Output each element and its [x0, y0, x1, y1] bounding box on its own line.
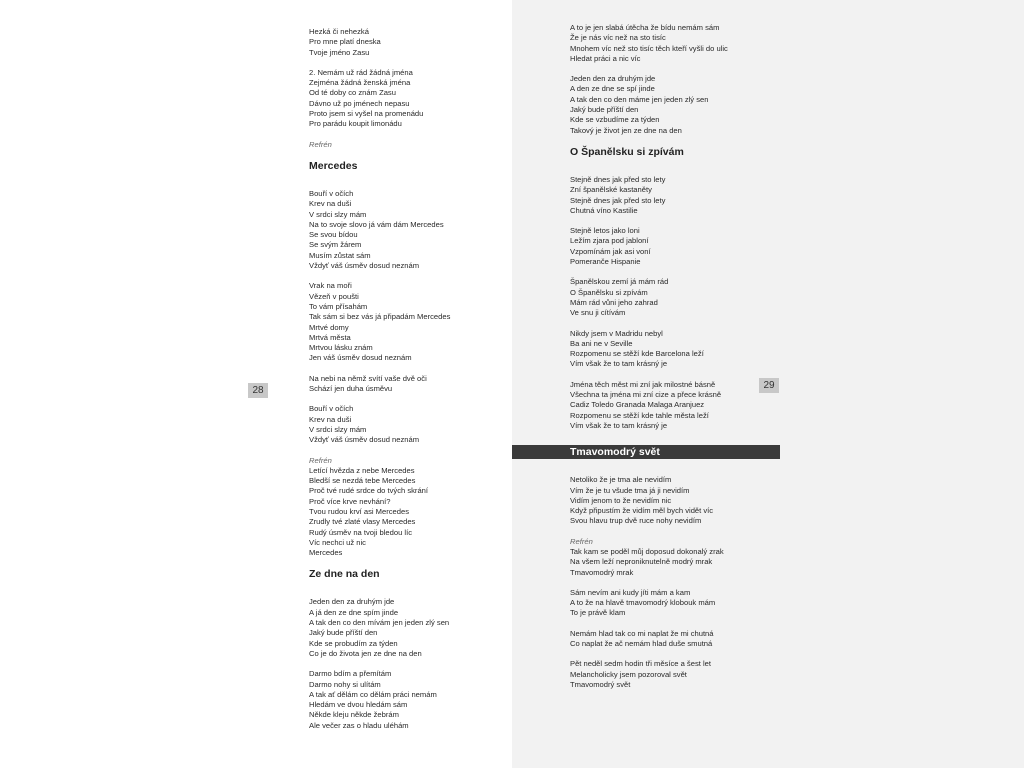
lyric-line: Vidím jenom to že nevidím nic — [570, 495, 672, 505]
lyric-line: Vzpomínám jak asi voní — [570, 246, 651, 256]
lyric-line: A já den ze dne spím jinde — [309, 607, 399, 617]
stanza — [570, 329, 770, 370]
lyric-line: Tvou rudou krví asi Mercedes — [309, 506, 410, 516]
song-title: Tmavomodrý svět — [512, 445, 780, 459]
lyric-line: To vám přísahám — [309, 301, 368, 311]
song-title: O Španělsku si zpívám — [570, 145, 684, 158]
lyric-line: Proč více krve nevhání? — [309, 496, 391, 506]
lyric-line: Schází jen duha úsměvu — [309, 384, 393, 394]
lyric-line: Rozpomenu se stěží kde Barcelona leží — [570, 349, 704, 359]
lyric-line: Mrtvá města — [309, 332, 351, 342]
lyric-line: Vím však že to tam krásný je — [570, 420, 668, 430]
refrain-label: Refrén — [309, 455, 332, 465]
lyric-line: Netoliko že je tma ale nevidím — [570, 475, 672, 485]
lyric-line: Jen váš úsměv dosud neznám — [309, 353, 412, 363]
lyric-line: Pět neděl sedm hodin tři měsíce a šest let — [570, 659, 711, 669]
lyric-line: Tak sám si bez vás já připadám Mercedes — [309, 312, 451, 322]
lyric-line: Bouří v očích — [309, 188, 354, 198]
lyric-line: Se svou bídou — [309, 230, 358, 240]
lyric-line: Proto jsem si vyšel na promenádu — [309, 109, 424, 119]
stanza — [570, 226, 770, 267]
lyric-line: Dávno už po jménech nepasu — [309, 98, 410, 108]
refrain-label: Refrén — [309, 139, 332, 149]
lyric-line: Mám rád vůni jeho zahrad — [570, 297, 658, 307]
stanza — [570, 629, 770, 650]
lyric-line: Proč tvé rudé srdce do tvých skrání — [309, 486, 429, 496]
lyric-line: Takový je život jen ze dne na den — [570, 125, 682, 135]
lyric-line: Krev na duši — [309, 199, 352, 209]
lyric-line: Darmo bdím a přemítám — [309, 669, 392, 679]
stanza — [570, 175, 770, 216]
lyric-line: A tak ať dělám co dělám práci nemám — [309, 689, 437, 699]
lyric-line: Nikdy jsem v Madridu nebyl — [570, 328, 663, 338]
lyric-line: A to je jen slabá útěcha že bídu nemám sám — [570, 23, 720, 32]
stanza — [570, 74, 770, 136]
lyric-line: Vím že je tu všude tma já ji nevidím — [570, 485, 690, 495]
lyric-line: Pro mne platí dneska — [309, 37, 381, 47]
lyric-line: Mrtvou lásku znám — [309, 343, 373, 353]
lyric-line: Rudý úsměv na tvoji bledou líc — [309, 527, 412, 537]
lyric-line: Jaký bude příští den — [309, 628, 378, 638]
lyric-line: Tmavomodrý mrak — [570, 567, 634, 577]
lyric-line: Chutná víno Kastilie — [570, 205, 638, 215]
lyric-line: Tak kam se poděl můj doposud dokonalý zrak — [570, 546, 724, 556]
lyric-line: Pro parádu koupit limonádu — [309, 119, 402, 129]
lyric-line: Stejně letos jako loni — [570, 226, 640, 236]
lyric-line: Bledší se nezdá tebe Mercedes — [309, 476, 416, 486]
song-title: Mercedes — [309, 159, 358, 172]
lyric-line: Na všem leží neproniknutelně modrý mrak — [570, 557, 713, 567]
lyric-line: V srdci slzy mám — [309, 209, 367, 219]
lyric-line: Vím však že to tam krásný je — [570, 359, 668, 369]
lyric-line: O Španělsku si zpívám — [570, 287, 648, 297]
stanza — [309, 27, 489, 58]
lyric-line: A tak den co den máme jen jeden zlý sen — [570, 94, 709, 104]
lyric-line: Kde se probudím za týden — [309, 638, 398, 648]
lyric-line: Musím zůstat sám — [309, 250, 371, 260]
lyric-line: Vždyť váš úsměv dosud neznám — [309, 435, 420, 445]
lyric-line: A tak den co den mívám jen jeden zlý sen — [309, 618, 450, 628]
refrain-label: Refrén — [570, 536, 593, 546]
lyric-line: Sám nevím ani kudy jíti mám a kam — [570, 587, 691, 597]
lyric-line: Melancholicky jsem pozoroval svět — [570, 669, 687, 679]
lyric-line: Svou hlavu trup dvě ruce nohy nevidím — [570, 516, 702, 526]
lyric-line: Nemám hlad tak co mi naplat že mi chutná — [570, 628, 714, 638]
lyric-line: Ale večer zas o hladu uléhám — [309, 720, 409, 730]
lyric-line: Mrtvé domy — [309, 322, 349, 332]
lyric-line: Hledat práci a nic víc — [570, 53, 641, 63]
stanza — [570, 23, 770, 64]
lyric-line: Vězeň v poušti — [309, 291, 359, 301]
lyric-line: Na nebi na němž svítí vaše dvě oči — [309, 373, 427, 383]
stanza — [309, 374, 489, 395]
lyric-line: Pomeranče Hispanie — [570, 257, 641, 267]
lyric-line: Zrudly tvé zlaté vlasy Mercedes — [309, 517, 416, 527]
lyric-line: Cadiz Toledo Granada Malaga Aranjuez — [570, 400, 705, 410]
lyric-line: Se svým žárem — [309, 240, 362, 250]
lyric-line: Stejně dnes jak před sto lety — [570, 174, 666, 184]
stanza — [570, 659, 770, 690]
lyric-line: Ba ani ne v Seville — [570, 338, 633, 348]
lyric-line: 2. Nemám už rád žádná jména — [309, 67, 413, 77]
lyric-line: Víc nechci už nic — [309, 537, 366, 547]
stanza — [309, 404, 489, 445]
lyric-line: Hledám ve dvou hledám sám — [309, 700, 408, 710]
lyric-line: Jaký bude příští den — [570, 105, 639, 115]
stanza — [309, 597, 489, 659]
lyric-line: Letící hvězda z nebe Mercedes — [309, 465, 415, 475]
lyric-line: Ležím zjara pod jabloní — [570, 236, 649, 246]
lyric-line: Mercedes — [309, 548, 343, 558]
lyric-line: Kde se vzbudíme za týden — [570, 115, 660, 125]
lyric-line: Mnohem víc než sto tisíc těch kteří vyšli do ulic — [570, 43, 728, 53]
lyric-line: Tmavomodrý svět — [570, 679, 631, 689]
stanza — [309, 68, 489, 130]
lyric-line: Jména těch měst mi zní jak milostné básně — [570, 379, 716, 389]
stanza — [309, 281, 489, 363]
page-number: 28 — [248, 383, 268, 398]
lyric-line: Jeden den za druhým jde — [309, 597, 395, 607]
lyric-line: Krev na duši — [309, 414, 352, 424]
lyrics-column-right — [570, 23, 770, 700]
lyric-line: Když připustím že vidím měl bych vidět víc — [570, 506, 714, 516]
lyric-line: Rozpomenu se stěží kde tahle města leží — [570, 410, 709, 420]
stanza — [570, 475, 770, 526]
lyric-line: Od té doby co znám Zasu — [309, 88, 396, 98]
lyric-line: Zní španělské kastaněty — [570, 185, 652, 195]
stanza — [309, 189, 489, 271]
lyric-line: Někde kleju někde žebrám — [309, 710, 399, 720]
lyrics-column-left — [309, 27, 489, 741]
lyric-line: Ve snu ji cítívám — [570, 308, 626, 318]
lyric-line: To je právě klam — [570, 608, 626, 618]
lyric-line: A den ze dne se spí jinde — [570, 84, 655, 94]
lyric-line: Bouří v očích — [309, 404, 354, 414]
lyric-line: Jeden den za druhým jde — [570, 74, 656, 84]
lyric-line: Tvoje jméno Zasu — [309, 47, 370, 57]
lyric-line: Zejména žádná ženská jména — [309, 78, 411, 88]
lyric-line: Vždyť váš úsměv dosud neznám — [309, 261, 420, 271]
stanza — [570, 588, 770, 619]
stanza — [570, 380, 770, 431]
stanza — [309, 669, 489, 731]
lyric-line: A to že na hlavě tmavomodrý klobouk mám — [570, 598, 716, 608]
lyric-line: Hezká či nehezká — [309, 27, 369, 36]
lyric-line: Španělskou zemí já mám rád — [570, 277, 669, 287]
lyric-line: Že je nás víc než na sto tisíc — [570, 33, 666, 43]
lyric-line: Vrak na moři — [309, 281, 352, 291]
lyric-line: V srdci slzy mám — [309, 424, 367, 434]
refrain-stanza — [570, 537, 770, 578]
song-title: Ze dne na den — [309, 568, 380, 581]
lyric-line: Darmo nohy si ulítám — [309, 679, 381, 689]
lyric-line: Co je do života jen ze dne na den — [309, 648, 422, 658]
lyric-line: Na to svoje slovo já vám dám Mercedes — [309, 219, 444, 229]
lyric-line: Co naplat že ač nemám hlad duše smutná — [570, 639, 713, 649]
lyric-line: Všechna ta jména mi zní cize a přece krásně — [570, 390, 722, 400]
page-number: 29 — [759, 378, 779, 393]
lyric-line: Stejně dnes jak před sto lety — [570, 195, 666, 205]
stanza — [570, 277, 770, 318]
refrain-stanza — [309, 456, 489, 559]
